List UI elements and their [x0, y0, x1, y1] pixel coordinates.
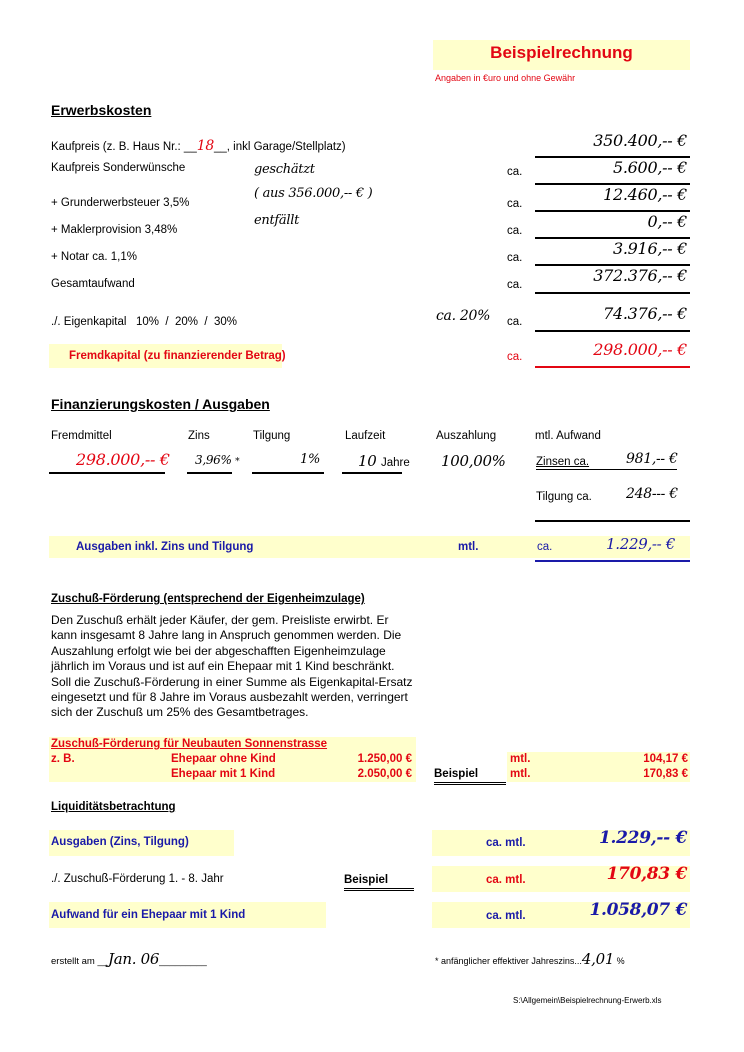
sonderwuensche-label: Kaufpreis Sonderwünsche [51, 162, 186, 174]
maklerprovision-amount: 0,-- € [647, 212, 687, 231]
notar-label: + Notar ca. 1,1% [51, 251, 137, 263]
section-title-erwerbskosten: Erwerbskosten [51, 102, 152, 118]
zuschuss-row-monthly: 104,17 € [643, 753, 688, 765]
ausgaben-ca: ca. [537, 541, 553, 553]
liq-row-example: Beispiel [344, 874, 414, 891]
effektiver-zins-value: 4,01 [581, 950, 615, 968]
tilgung-label: Tilgung ca. [536, 491, 592, 503]
liq-row-label: ./. Zuschuß-Förderung 1. - 8. Jahr [51, 873, 224, 885]
erstellt-tail: _________ [159, 956, 207, 967]
sonderwuensche-note: geschätzt [254, 162, 315, 177]
gesamtaufwand-amount: 372.376,-- € [593, 266, 687, 285]
gesamtaufwand-label: Gesamtaufwand [51, 278, 135, 290]
zuschuss-row-annual: 2.050,00 € [357, 768, 412, 780]
gesamtaufwand-underline [535, 292, 690, 294]
maklerprovision-note: entfällt [254, 213, 299, 228]
notar-amount: 3.916,-- € [613, 239, 687, 258]
ausgaben-underline [535, 560, 690, 562]
laufzeit-value [358, 452, 410, 471]
zuschuss-text-line: sich der Zuschuß um 25% des Gesamtbetrages. [51, 705, 309, 720]
page-title: Beispielrechnung [490, 43, 633, 62]
fremdmittel-underline [49, 472, 165, 474]
zuschuss-text-line: kann insgesamt 8 Jahre lang in Anspruch genommen werden. Die [51, 628, 402, 643]
tilgung-value: 1% [300, 452, 321, 467]
eigenkapital-note: ca. 20% [436, 308, 491, 324]
fremdkapital-amount: 298.000,-- € [593, 340, 687, 359]
tilgung-underline [252, 472, 324, 474]
zuschuss-text-line: Auszahlung erfolgt wie bei der abgeschafften Eigenheimzulage [51, 643, 386, 658]
zuschuss-row-example: Beispiel [434, 768, 506, 785]
zinsen-label: Zinsen ca. [536, 456, 590, 468]
liq-row-label: Aufwand für ein Ehepaar mit 1 Kind [51, 909, 246, 921]
zinsen-amount: 981,-- € [626, 451, 678, 467]
kaufpreis-label [51, 138, 346, 154]
zuschuss-text-line: Soll die Zuschuß-Förderung in einer Summe als Eigenkapital-Ersatz [51, 674, 413, 689]
file-path: S:\Allgemein\Beispielrechnung-Erwerb.xls [513, 996, 662, 1005]
liq-row-ca: ca. mtl. [486, 874, 526, 886]
page-subtitle: Angaben in €uro und ohne Gewähr [435, 73, 576, 83]
zuschuss-row-mtl: mtl. [510, 768, 531, 780]
zuschuss-text-line: eingesetzt und für 8 Jahre im Voraus ausbezahlt werden, verringert [51, 690, 408, 705]
auszahlung-value: 100,00% [441, 452, 506, 470]
sonderwuensche-amount: 5.600,-- € [613, 158, 687, 177]
fremdkapital-label: Fremdkapital (zu finanzierender Betrag) [69, 350, 286, 362]
zuschuss-text [51, 613, 413, 721]
zuschuss-text-line: Den Zuschuß erhält jeder Käufer, der gem. Preisliste erwirbt. Er [51, 613, 389, 627]
maklerprovision-label: + Maklerprovision 3,48% [51, 224, 178, 236]
gesamtaufwand-ca: ca. [507, 279, 523, 291]
laufzeit-underline [342, 472, 402, 474]
header-mtl-aufwand: mtl. Aufwand [535, 430, 601, 442]
section-title-finanzierung: Finanzierungskosten / Ausgaben [51, 396, 270, 412]
zins-footnote-text: * anfänglicher effektiver Jahreszins... [435, 956, 582, 966]
zuschuss-text-line: jährlich im Voraus und ist auf ein Ehepaar mit 1 Kind beschränkt. [51, 659, 395, 674]
liq-row-label: Ausgaben (Zins, Tilgung) [51, 836, 189, 848]
header-tilgung: Tilgung [253, 430, 291, 442]
ausgaben-amount: 1.229,-- € [606, 535, 676, 553]
ausgaben-mtl: mtl. [458, 541, 479, 553]
laufzeit-years: 10 [358, 452, 377, 470]
liq-row-ca: ca. mtl. [486, 910, 526, 922]
kaufpreis-suffix: __, inkl Garage/Stellplatz) [213, 141, 346, 153]
header-auszahlung: Auszahlung [436, 430, 497, 442]
liq-row-ca: ca. mtl. [486, 837, 526, 849]
effektiver-zins-unit: % [616, 956, 625, 966]
liq-row-amount: 170,83 € [606, 864, 687, 884]
erstellt-date: Jan. 06 [108, 950, 160, 968]
section-title-zuschuss: Zuschuß-Förderung (entsprechend der Eigenheimzulage) [51, 593, 365, 605]
zuschuss-table-title: Zuschuß-Förderung für Neubauten Sonnenstrasse [51, 738, 328, 750]
grunderwerbsteuer-note: ( aus 356.000,-- € ) [254, 186, 373, 201]
erstellt-label: erstellt am __ [51, 956, 109, 967]
eigenkapital-underline [535, 330, 690, 332]
zuschuss-row-mtl: mtl. [510, 753, 531, 765]
eigenkapital-amount: 74.376,-- € [603, 304, 687, 323]
fremdkapital-underline [535, 366, 690, 368]
liq-row-amount: 1.058,07 € [589, 900, 687, 920]
erstellt-am [51, 950, 207, 968]
kaufpreis-prefix: Kaufpreis (z. B. Haus Nr.: __ [51, 141, 197, 153]
header-zins: Zins [188, 430, 210, 442]
zins-footnote-mark: * [235, 457, 240, 467]
zuschuss-row-monthly: 170,83 € [643, 768, 688, 780]
zins-footnote [435, 950, 625, 968]
eigenkapital-label: ./. Eigenkapital 10% / 20% / 30% [51, 316, 238, 328]
zins-rate: 3,96% [195, 453, 232, 467]
sonderwuensche-ca: ca. [507, 166, 523, 178]
grunderwerbsteuer-label: + Grunderwerbsteuer 3,5% [51, 197, 190, 209]
liq-row-amount: 1.229,-- € [598, 828, 687, 848]
fremdmittel-value: 298.000,-- € [76, 450, 170, 469]
tilgung-total-underline [535, 520, 690, 522]
header-fremdmittel: Fremdmittel [51, 430, 112, 442]
kaufpreis-amount: 350.400,-- € [593, 131, 687, 150]
zuschuss-row-label: Ehepaar ohne Kind [171, 753, 276, 765]
header-laufzeit: Laufzeit [345, 430, 386, 442]
haus-nr-value: 18 [196, 138, 214, 154]
zinsen-underline [536, 469, 677, 470]
fremdkapital-ca: ca. [507, 351, 523, 363]
maklerprovision-ca: ca. [507, 225, 523, 237]
tilgung-amount: 248--- € [626, 486, 678, 502]
zuschuss-row-annual: 1.250,00 € [357, 753, 412, 765]
eigenkapital-ca: ca. [507, 316, 523, 328]
ausgaben-label: Ausgaben inkl. Zins und Tilgung [76, 541, 254, 553]
zuschuss-zb: z. B. [51, 753, 75, 765]
laufzeit-unit: Jahre [380, 457, 410, 469]
grunderwerbsteuer-ca: ca. [507, 198, 523, 210]
zuschuss-row-label: Ehepaar mit 1 Kind [171, 768, 276, 780]
zins-value [195, 453, 239, 467]
notar-ca: ca. [507, 252, 523, 264]
section-title-liquiditaet: Liquiditätsbetrachtung [51, 801, 176, 813]
grunderwerbsteuer-amount: 12.460,-- € [603, 185, 687, 204]
zins-underline [187, 472, 232, 474]
